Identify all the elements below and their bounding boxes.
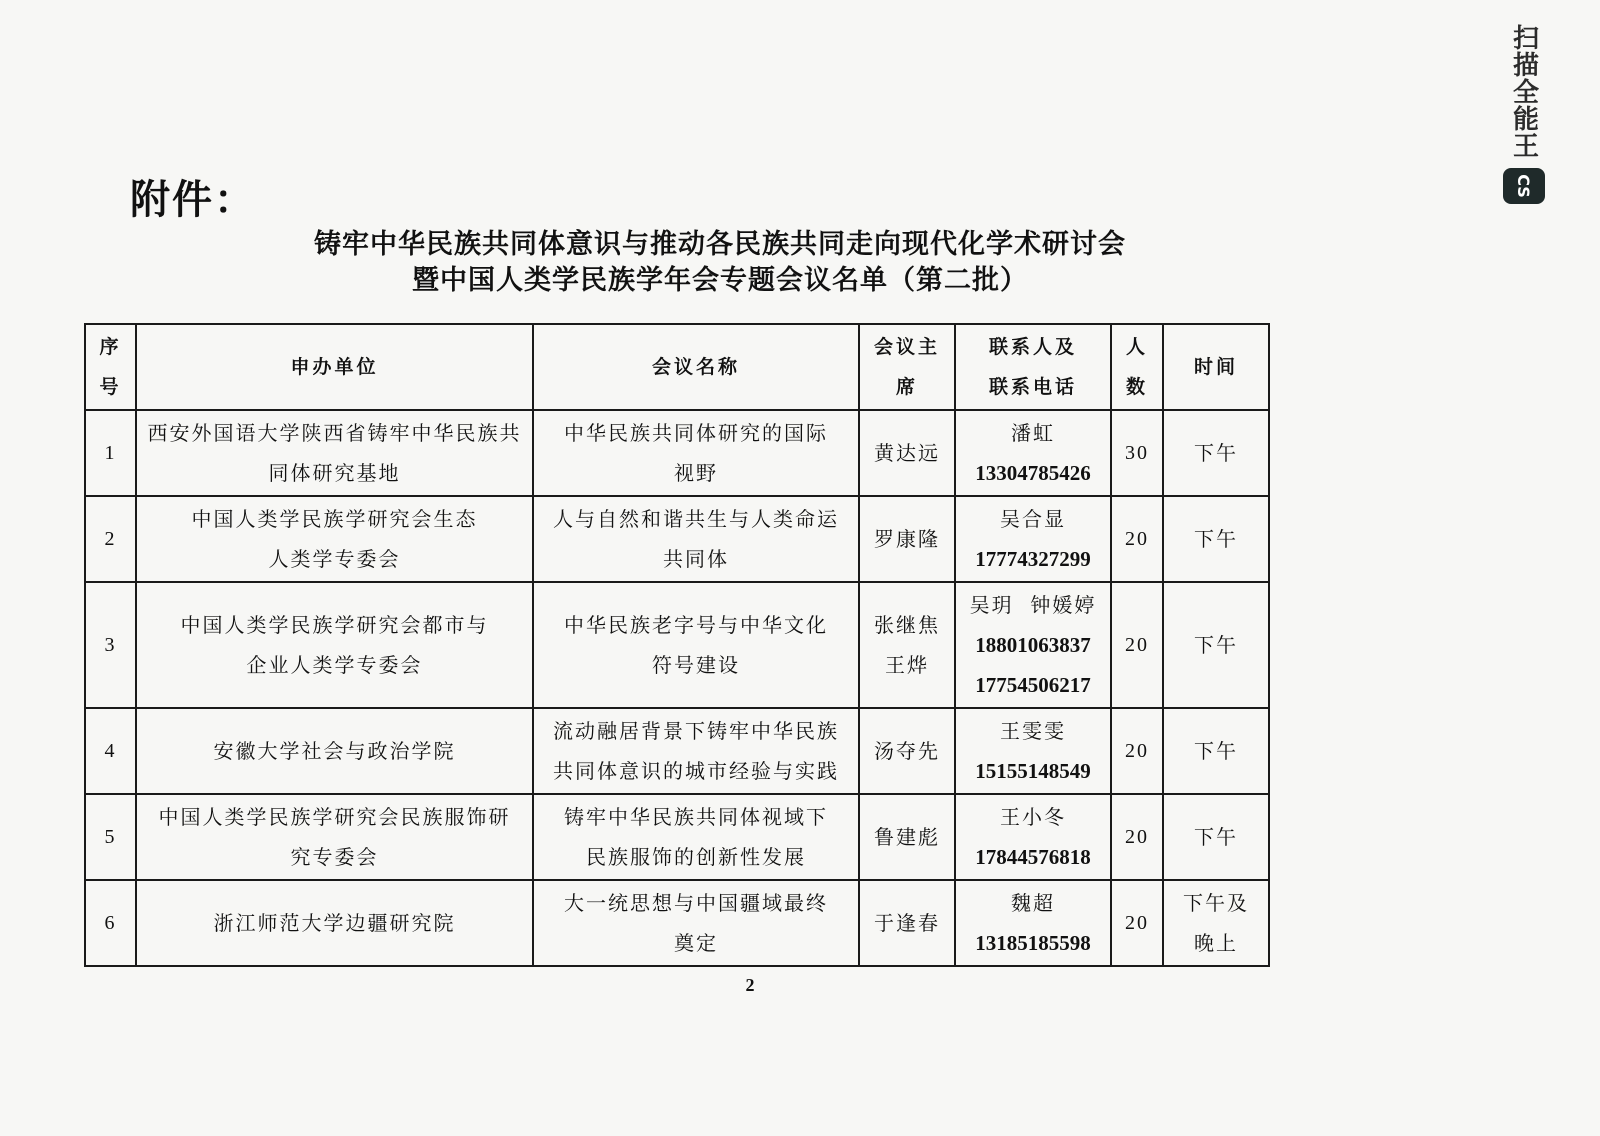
row-contact: 吴玥 钟媛婷 18801063837 17754506217 xyxy=(955,582,1111,708)
table-row xyxy=(85,582,1269,708)
contact-phone: 17774327299 xyxy=(975,547,1091,571)
row-count: 20 xyxy=(1111,582,1163,708)
header-count: 人 数 xyxy=(1111,324,1163,410)
row-count: 20 xyxy=(1111,794,1163,880)
table-header-row xyxy=(85,324,1269,410)
row-seq: 1 xyxy=(85,410,136,496)
row-time: 下午 xyxy=(1163,708,1269,794)
row-time: 下午 xyxy=(1163,496,1269,582)
meeting-list-table xyxy=(84,323,1270,967)
table-row xyxy=(85,496,1269,582)
table-row xyxy=(85,410,1269,496)
row-organizer: 中国人类学民族学研究会生态 人类学专委会 xyxy=(136,496,533,582)
table-row xyxy=(85,708,1269,794)
row-meeting-name: 中华民族共同体研究的国际 视野 xyxy=(533,410,859,496)
row-time: 下午及 晚上 xyxy=(1163,880,1269,966)
header-time: 时间 xyxy=(1163,324,1269,410)
row-chair: 张继焦 王烨 xyxy=(859,582,955,708)
row-contact: 吴合显 17774327299 xyxy=(955,496,1111,582)
row-chair: 鲁建彪 xyxy=(859,794,955,880)
watermark-text: 扫描全能王 xyxy=(1508,24,1539,159)
row-count: 20 xyxy=(1111,880,1163,966)
row-seq: 2 xyxy=(85,496,136,582)
contact-phone: 13185185598 xyxy=(975,931,1091,955)
row-meeting-name: 铸牢中华民族共同体视域下 民族服饰的创新性发展 xyxy=(533,794,859,880)
row-time: 下午 xyxy=(1163,794,1269,880)
row-count: 20 xyxy=(1111,708,1163,794)
document-title-line-2: 暨中国人类学民族学年会专题会议名单（第二批） xyxy=(412,265,1028,296)
row-contact: 潘虹 13304785426 xyxy=(955,410,1111,496)
row-meeting-name: 中华民族老字号与中华文化 符号建设 xyxy=(533,582,859,708)
scanner-watermark xyxy=(1504,24,1544,207)
row-chair: 于逢春 xyxy=(859,880,955,966)
row-organizer: 西安外国语大学陕西省铸牢中华民族共 同体研究基地 xyxy=(136,410,533,496)
attachment-label: 附件： xyxy=(130,177,256,223)
row-contact: 王小冬 17844576818 xyxy=(955,794,1111,880)
row-chair: 汤夺先 xyxy=(859,708,955,794)
row-organizer: 安徽大学社会与政治学院 xyxy=(136,708,533,794)
contact-phone: 17754506217 xyxy=(975,673,1091,697)
table-row xyxy=(85,880,1269,966)
row-chair: 黄达远 xyxy=(859,410,955,496)
row-count: 30 xyxy=(1111,410,1163,496)
row-seq: 3 xyxy=(85,582,136,708)
row-meeting-name: 大一统思想与中国疆域最终 奠定 xyxy=(533,880,859,966)
row-organizer: 中国人类学民族学研究会都市与 企业人类学专委会 xyxy=(136,582,533,708)
row-meeting-name: 人与自然和谐共生与人类命运 共同体 xyxy=(533,496,859,582)
header-contact: 联系人及 联系电话 xyxy=(955,324,1111,410)
contact-phone: 13304785426 xyxy=(975,461,1091,485)
row-organizer: 中国人类学民族学研究会民族服饰研 究专委会 xyxy=(136,794,533,880)
page-number: 2 xyxy=(745,975,755,995)
table-row xyxy=(85,794,1269,880)
header-organizer: 申办单位 xyxy=(136,324,533,410)
header-seq: 序 号 xyxy=(85,324,136,410)
row-count: 20 xyxy=(1111,496,1163,582)
document-title-line-1: 铸牢中华民族共同体意识与推动各民族共同走向现代化学术研讨会 xyxy=(314,229,1126,260)
row-seq: 5 xyxy=(85,794,136,880)
row-time: 下午 xyxy=(1163,582,1269,708)
header-chair: 会议主 席 xyxy=(859,324,955,410)
row-meeting-name: 流动融居背景下铸牢中华民族 共同体意识的城市经验与实践 xyxy=(533,708,859,794)
header-meeting-name: 会议名称 xyxy=(533,324,859,410)
row-seq: 6 xyxy=(85,880,136,966)
row-contact: 王雯雯 15155148549 xyxy=(955,708,1111,794)
contact-phone: 17844576818 xyxy=(975,845,1091,869)
camscanner-logo-icon: CS xyxy=(1503,168,1545,204)
row-organizer: 浙江师范大学边疆研究院 xyxy=(136,880,533,966)
row-contact: 魏超 13185185598 xyxy=(955,880,1111,966)
row-seq: 4 xyxy=(85,708,136,794)
contact-phone: 18801063837 xyxy=(975,633,1091,657)
contact-phone: 15155148549 xyxy=(975,759,1091,783)
row-time: 下午 xyxy=(1163,410,1269,496)
row-chair: 罗康隆 xyxy=(859,496,955,582)
